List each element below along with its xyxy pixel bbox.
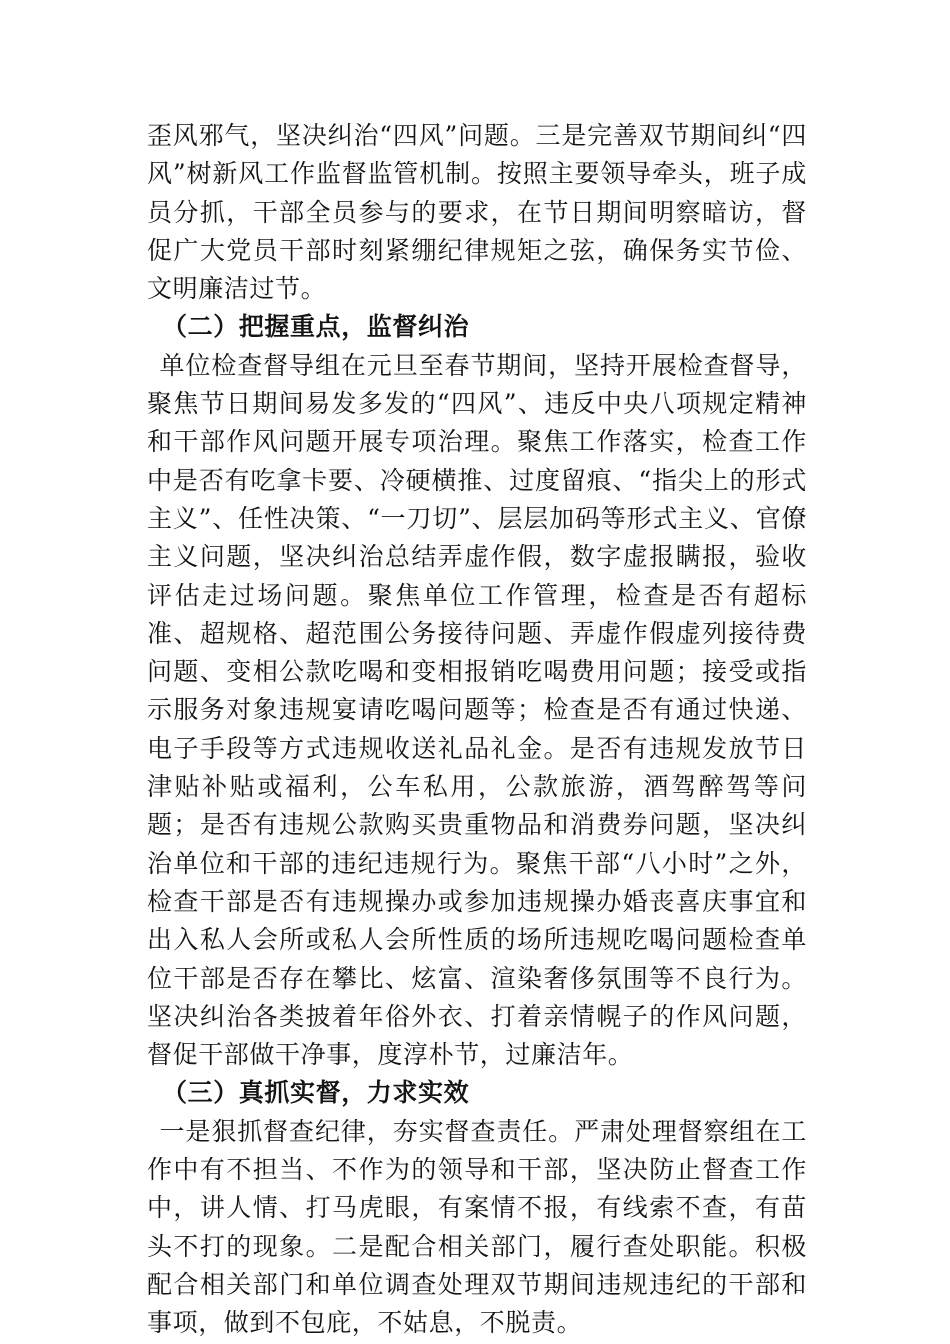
paragraph-section-3: 一是狠抓督查纪律，夯实督查责任。严肃处理督察组在工作中有不担当、不作为的领导和干部，坚决防止督查工作中，讲人情、打马虎眼，有案情不报，有线索不查，有苗头不打的现象。二是配合相关部门，履行查处职能。积极配合相关部门和单位调查处理双节期间违规违纪的干部和事项，做到不包庇，不姑息，不脱责。 [147,1116,807,1338]
paragraph-section-2: 单位检查督导组在元旦至春节期间，坚持开展检查督导，聚焦节日期间易发多发的“四风”、违反中央八项规定精神和干部作风问题开展专项治理。聚焦工作落实，检查工作中是否有吃拿卡要、冷硬横推、过度留痕、“指尖上的形式主义”、任性决策、“一刀切”、层层加码等形式主义、官僚主义问题，坚决纠治总结弄虚作假，数字虚报瞒报，验收评估走过场问题。聚焦单位工作管理，检查是否有超标准、超规格、超范围公务接待问题、弄虚作假虚列接待费问题、变相公款吃喝和变相报销吃喝费用问题；接受或指示服务对象违规宴请吃喝问题等；检查是否有通过快递、电子手段等方式违规收送礼品礼金。是否有违规发放节日津贴补贴或福利，公车私用，公款旅游，酒驾醉驾等问题；是否有违规公款购买贵重物品和消费券问题，坚决纠治单位和干部的违纪违规行为。聚焦干部“八小时”之外，检查干部是否有违规操办或参加违规操办婚丧喜庆事宜和出入私人会所或私人会所性质的场所违规吃喝问题检查单位干部是否存在攀比、炫富、渲染奢侈氛围等不良行为。坚决纠治各类披着年俗外衣、打着亲情幌子的作风问题，督促干部做干净事，度淳朴节，过廉洁年。 [147,350,807,1070]
paragraph-opening: 歪风邪气，坚决纠治“四风”问题。三是完善双节期间纠“四风”树新风工作监督监管机制。按照主要领导牵头，班子成员分抓，干部全员参与的要求，在节日期间明察暗访，督促广大党员干部时刻紧绷纪律规矩之弦，确保务实节俭、文明廉洁过节。 [147,121,807,304]
document-body [147,117,807,1343]
section-heading-2: （二）把握重点，监督纠治 [162,312,470,342]
section-heading-3: （三）真抓实督，力求实效 [162,1078,470,1108]
